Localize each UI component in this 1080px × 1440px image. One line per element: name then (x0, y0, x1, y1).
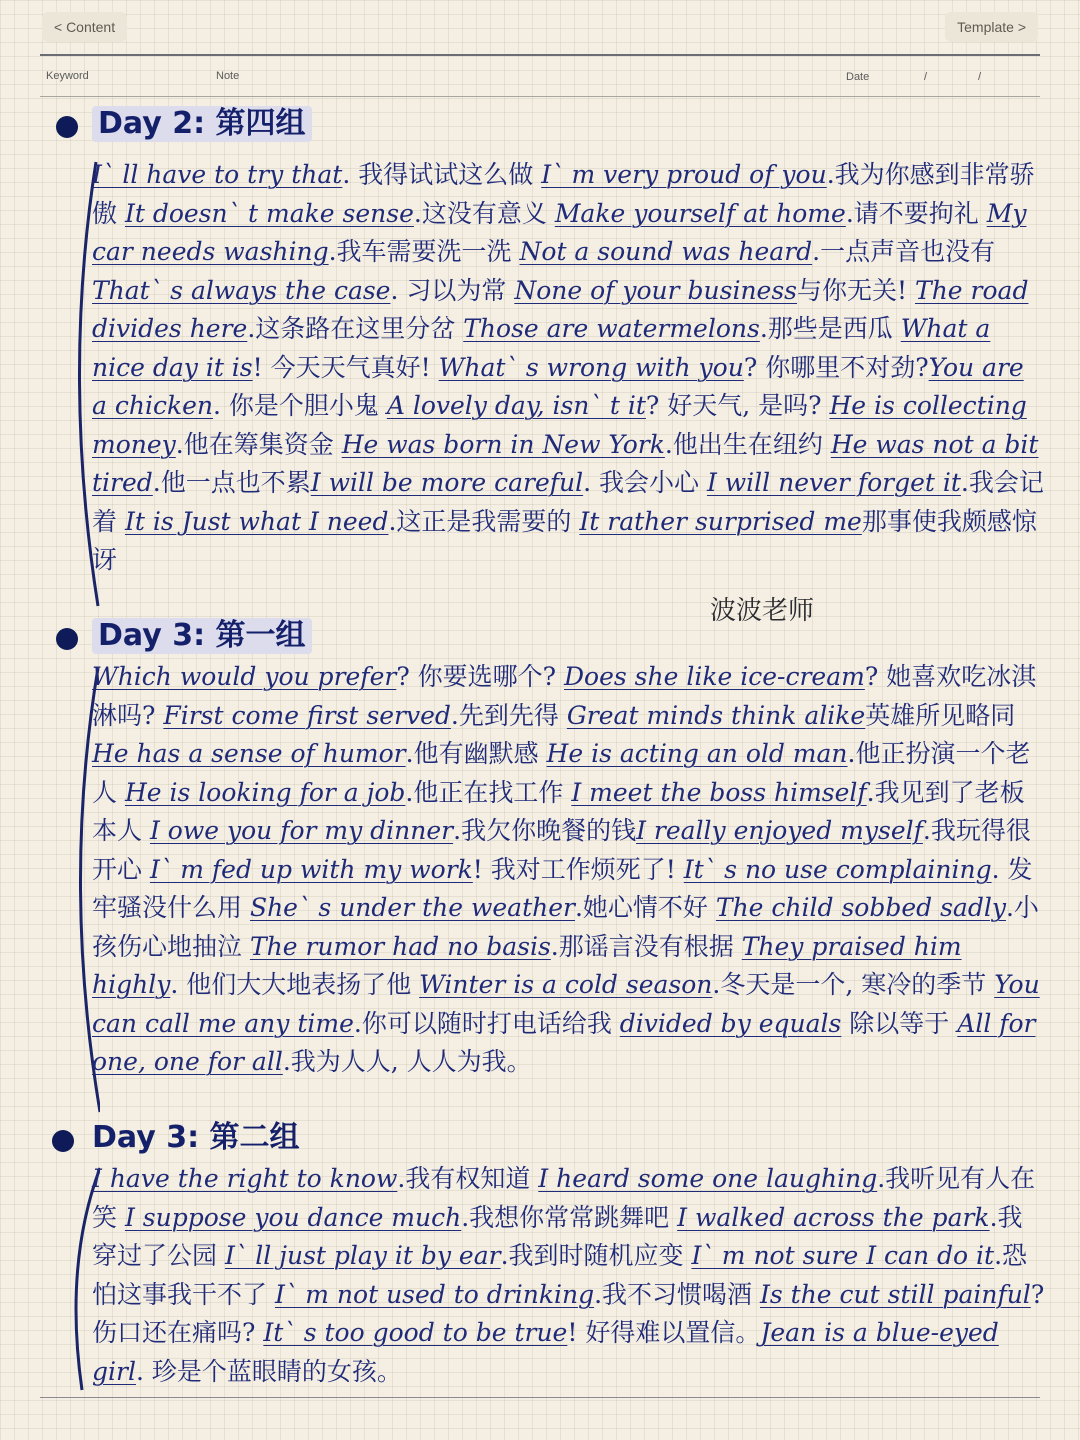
chinese-translation: . 珍是个蓝眼睛的女孩。 (135, 1356, 402, 1386)
english-phrase: He has a sense of humor (92, 739, 406, 768)
english-phrase: None of your business (514, 275, 798, 305)
teacher-signature: 波波老师 (710, 596, 815, 626)
english-phrase: It` s no use complaining (683, 854, 992, 884)
section-day3-group1 (40, 618, 1045, 1118)
chinese-translation: .我到时随机应变 (500, 1241, 692, 1270)
english-phrase: That` s always the case (92, 275, 391, 305)
english-phrase: The road divides here (92, 275, 1029, 343)
english-phrase: The rumor had no basis (249, 931, 551, 961)
english-phrase: I` m fed up with my work (149, 854, 473, 884)
chinese-translation: .我玩得很开心 (92, 816, 1031, 884)
chinese-translation: .那谣言没有根据 (550, 931, 742, 961)
phrase-paragraph (92, 156, 1045, 608)
english-phrase: He is looking for a job (124, 777, 406, 807)
chinese-translation: .小孩伤心地抽泣 (92, 893, 1039, 961)
english-phrase: You are a chicken (92, 352, 1024, 420)
bullet-dot-icon (56, 116, 78, 138)
english-phrase: It` s too good to be true (263, 1318, 568, 1347)
section-title: Day 3: 第一组 (92, 618, 312, 654)
english-phrase: I` m very proud of you (541, 160, 827, 189)
english-phrase: He is collecting money (92, 391, 1027, 459)
english-phrase: He was not a bit tired (92, 429, 1039, 497)
phrase-paragraph (92, 658, 1045, 1118)
chinese-translation: .他有幽默感 (405, 739, 547, 768)
note-meta-row (40, 66, 1040, 94)
english-phrase: divided by equals (619, 1008, 842, 1038)
english-phrase: Those are watermelons (463, 314, 760, 343)
english-phrase: I really enjoyed myself (636, 816, 923, 845)
english-phrase: I suppose you dance much (124, 1202, 462, 1232)
english-phrase: I heard some one laughing (538, 1164, 878, 1193)
header-divider (40, 54, 1040, 56)
section-heading (40, 106, 1045, 146)
english-phrase: He is acting an old man (546, 739, 848, 768)
english-phrase: He was born in New York (341, 429, 665, 459)
top-bar (42, 12, 1038, 42)
chinese-translation: 与你无关! (797, 275, 916, 305)
date-separator: / (978, 71, 982, 83)
english-phrase: What` s wrong with you (438, 352, 744, 382)
chinese-translation: .我会记着 (92, 468, 1044, 536)
chinese-translation: .我欠你晚餐的钱 (453, 816, 637, 845)
english-phrase: I` m not used to drinking (274, 1279, 595, 1309)
english-phrase: Jean is a blue-eyed girl (92, 1318, 999, 1386)
english-phrase: A lovely day, isn` t it (386, 391, 646, 420)
chinese-translation: .我为你感到非常骄傲 (92, 160, 1035, 228)
chinese-translation: .我有权知道 (397, 1164, 539, 1193)
chinese-translation: 那事使我颇感惊讶 (92, 506, 1037, 574)
footer-divider (40, 1397, 1040, 1398)
date-separator: / (924, 71, 928, 83)
chinese-translation: .他正在找工作 (405, 777, 572, 807)
english-phrase: She` s under the weather (249, 893, 575, 922)
english-phrase: It doesn` t make sense (124, 198, 414, 228)
back-to-content-button[interactable]: < Content (42, 12, 127, 42)
english-phrase: What a nice day it is (92, 314, 991, 382)
template-button[interactable]: Template > (945, 12, 1038, 42)
english-phrase: First come first served (163, 700, 451, 730)
english-phrase: I` ll have to try that (92, 160, 343, 189)
section-title: Day 3: 第二组 (92, 1120, 300, 1155)
chinese-translation: .我见到了老板本人 (92, 777, 1025, 845)
chinese-translation: .先到先得 (450, 700, 567, 730)
chinese-translation: 英雄所见略同 (865, 700, 1016, 730)
section-heading (40, 618, 1045, 658)
english-phrase: Does she like ice-cream (564, 662, 865, 691)
chinese-translation: . 发牢骚没什么用 (92, 854, 1033, 922)
chinese-translation: .他正扮演一个老人 (92, 739, 1031, 807)
chinese-translation: .他一点也不累 (152, 468, 311, 497)
chinese-translation: .这正是我需要的 (388, 506, 580, 536)
chinese-translation: ? 伤口还在痛吗? (92, 1279, 1045, 1347)
english-phrase: Not a sound was heard (519, 237, 813, 266)
phrase-paragraph (92, 1160, 1045, 1392)
english-phrase: My car needs washing (92, 198, 1027, 266)
chinese-translation: ! 今天天气真好! (252, 352, 439, 382)
chinese-translation: .他出生在纽约 (664, 429, 831, 459)
chinese-translation: .请不要拘礼 (845, 198, 987, 228)
chinese-translation: .我想你常常跳舞吧 (461, 1202, 678, 1232)
section-title: Day 2: 第四组 (92, 106, 312, 142)
english-phrase: I meet the boss himself (571, 777, 867, 807)
chinese-translation: .冬天是一个, 寒冷的季节 (712, 970, 995, 999)
english-phrase: I walked across the park (677, 1202, 990, 1232)
chinese-translation: . 我会小心 (583, 468, 707, 497)
english-phrase: I will never forget it (706, 468, 961, 497)
english-phrase: I` ll just play it by ear (224, 1241, 501, 1270)
chinese-translation: ? 好天气, 是吗? (645, 391, 830, 420)
english-phrase: Which would you prefer (92, 662, 397, 691)
chinese-translation: .我不习惯喝酒 (594, 1279, 760, 1309)
keyword-label: Keyword (46, 70, 89, 82)
section-day3-group2 (40, 1120, 1045, 1392)
english-phrase: I` m not sure I can do it (691, 1241, 995, 1270)
chinese-translation: 除以等于 (841, 1008, 958, 1038)
english-phrase: All for one, one for all (92, 1008, 1036, 1076)
english-phrase: I have the right to know (92, 1164, 398, 1193)
section-day2-group4 (40, 106, 1045, 611)
english-phrase: Make yourself at home (554, 198, 846, 228)
english-phrase: Is the cut still painful (760, 1279, 1031, 1309)
chinese-translation: .我车需要洗一洗 (328, 237, 520, 266)
chinese-translation: ? 你哪里不对劲? (743, 352, 929, 382)
chinese-translation: . 你是个胆小鬼 (213, 391, 387, 420)
chinese-translation: ! 我对工作烦死了! (472, 854, 684, 884)
chinese-translation: . 他们大大地表扬了他 (170, 970, 420, 999)
chinese-translation: .你可以随时打电话给我 (353, 1008, 620, 1038)
english-phrase: Great minds think alike (566, 700, 866, 730)
chinese-translation: ? 她喜欢吃冰淇淋吗? (92, 662, 1037, 730)
note-label: Note (216, 70, 240, 82)
chinese-translation: ? 你要选哪个? (396, 662, 565, 691)
english-phrase: I will be more careful (310, 468, 584, 497)
bullet-dot-icon (52, 1130, 74, 1152)
chinese-translation: ! 好得难以置信。 (567, 1318, 761, 1347)
english-phrase: I owe you for my dinner (149, 816, 454, 845)
chinese-translation: .我穿过了公园 (92, 1202, 1023, 1270)
english-phrase: It rather surprised me (579, 506, 862, 536)
english-phrase: You can call me any time (92, 970, 1040, 1038)
chinese-translation: .她心情不好 (574, 893, 716, 922)
meta-divider (40, 96, 1040, 97)
chinese-translation: .我听见有人在笑 (92, 1164, 1036, 1232)
chinese-translation: .他在筹集资金 (175, 429, 342, 459)
english-phrase: It is Just what I need (124, 506, 389, 536)
english-phrase: The child sobbed sadly (715, 893, 1006, 922)
chinese-translation: . 习以为常 (390, 275, 515, 305)
chinese-translation: .一点声音也没有 (812, 237, 996, 266)
chinese-translation: .这条路在这里分岔 (247, 314, 464, 343)
english-phrase: Winter is a cold season (419, 970, 713, 999)
chinese-translation: . 我得试试这么做 (342, 160, 542, 189)
chinese-translation: .那些是西瓜 (759, 314, 901, 343)
english-phrase: They praised him highly (92, 931, 962, 999)
chinese-translation: .我为人人, 人人为我。 (282, 1047, 532, 1076)
date-label: Date (846, 71, 870, 83)
bullet-dot-icon (56, 628, 78, 650)
chinese-translation: .这没有意义 (413, 198, 555, 228)
chinese-translation: .恐怕这事我干不了 (92, 1241, 1028, 1309)
section-heading (40, 1120, 1045, 1160)
